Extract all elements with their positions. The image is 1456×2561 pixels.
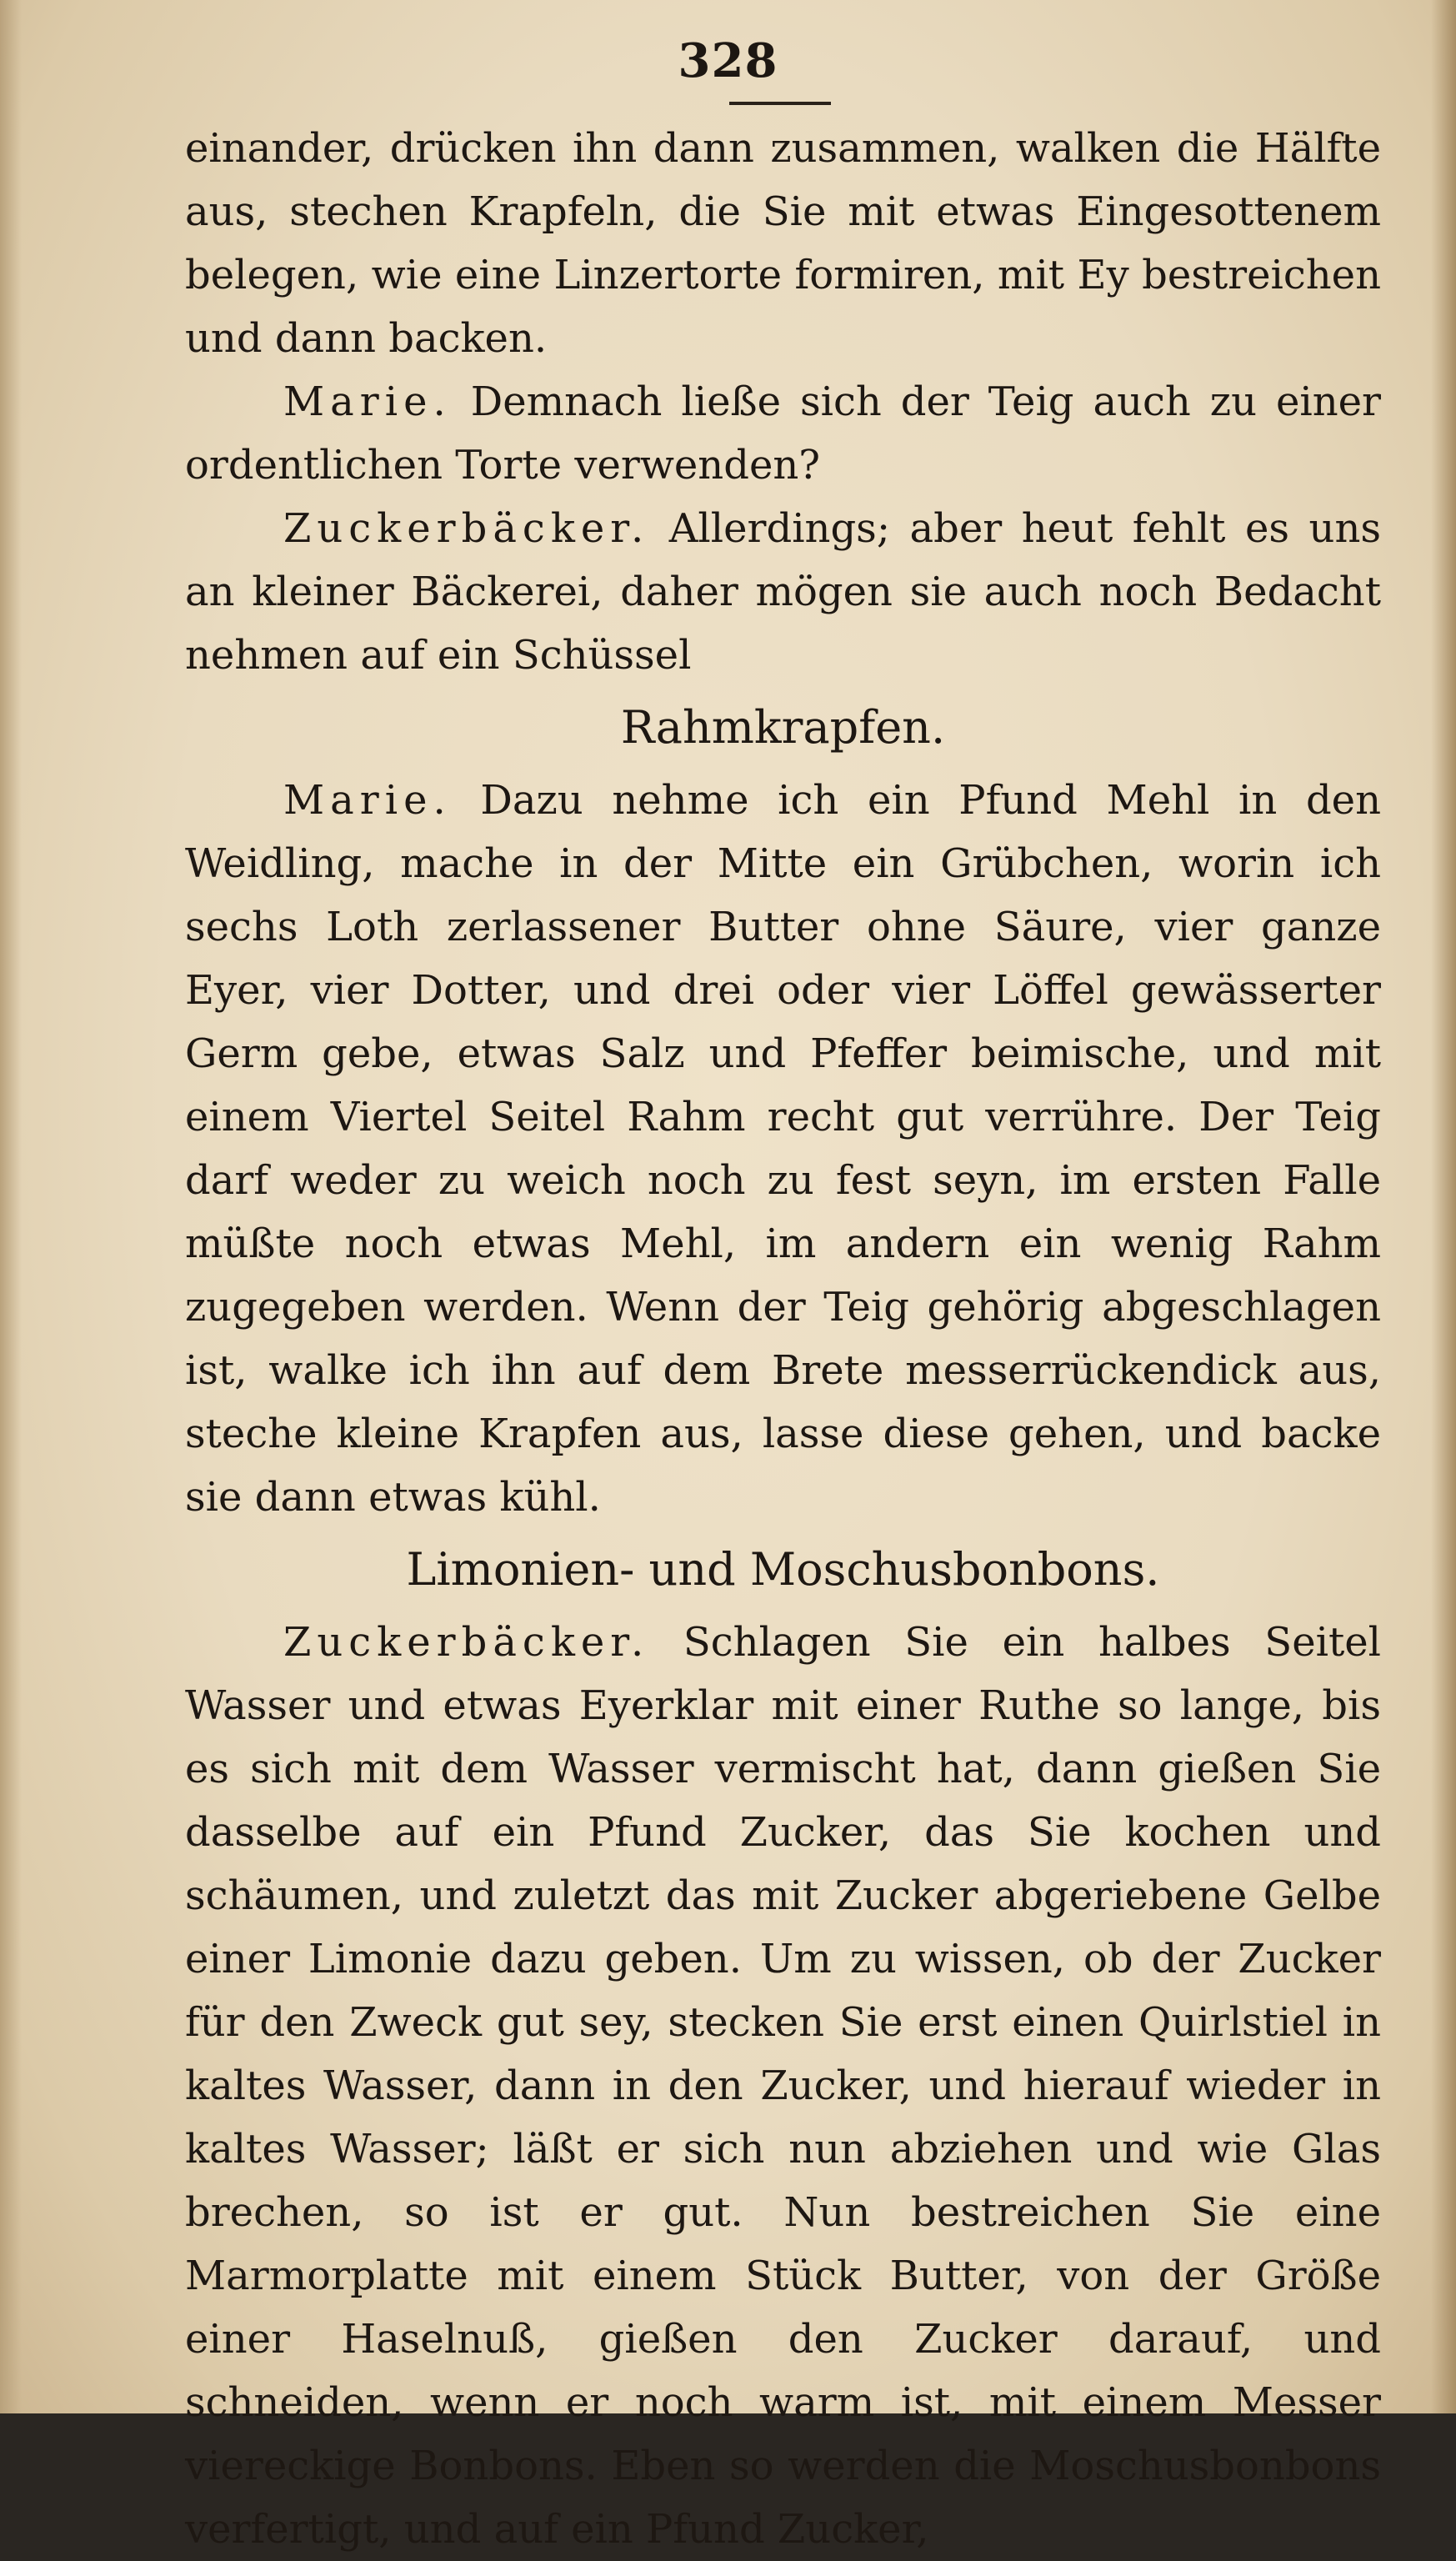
paragraph-text: Allerdings; aber heut fehlt es uns an kleiner Bäckerei, daher mögen sie auch noch Bedacht nehmen auf ein Schüssel xyxy=(185,505,1381,679)
recipe-heading: Limonien- und Moschusbonbons. xyxy=(406,1543,1160,1596)
dialogue-paragraph xyxy=(185,497,1381,687)
page-number: 328 xyxy=(678,33,778,88)
speaker-name: Marie. xyxy=(283,378,452,425)
paragraph-text: Demnach ließe sich der Teig auch zu einer ordentlichen Torte verwenden? xyxy=(185,378,1381,489)
dialogue-paragraph xyxy=(185,769,1381,1529)
paragraph-continuation xyxy=(185,117,1381,370)
speaker-name: Zuckerbäcker. xyxy=(283,1619,650,1666)
paragraph-text: einander, drücken ihn dann zusammen, walken die Hälfte aus, stechen Krapfeln, die Sie mit etwas Eingesottenem belegen, wie eine Linzertorte formiren, mit Ey bestreichen und dann backen. xyxy=(185,125,1381,362)
paragraph-text: Dazu nehme ich ein Pfund Mehl in den Weidling, mache in der Mitte ein Grübchen, worin ich sechs Loth zerlassener Butter ohne Säure, vier ganze Eyer, vier Dotter, und drei oder vier Löffel gewässerter Germ gebe, etwas Salz und Pfeffer beimische, und mit einem Viertel Seitel Rahm recht gut verrühre. Der Teig darf weder zu weich noch zu fest seyn, im ersten Falle müßte noch etwas Mehl, im andern ein wenig Rahm zugegeben werden. Wenn der Teig gehörig abgeschlagen ist, walke ich ihn auf dem Brete messerrückendick aus, steche kleine Krapfen aus, lasse diese gehen, und backe sie dann etwas kühl. xyxy=(185,777,1381,1521)
recipe-heading: Rahmkrapfen. xyxy=(620,701,946,754)
speaker-name: Zuckerbäcker. xyxy=(283,505,650,552)
header-rule xyxy=(729,102,831,105)
dialogue-paragraph xyxy=(185,370,1381,497)
dialogue-paragraph xyxy=(185,1611,1381,2561)
speaker-name: Marie. xyxy=(283,777,452,824)
paragraph-text: Schlagen Sie ein halbes Seitel Wasser und etwas Eyerklar mit einer Ruthe so lange, bis es sich mit dem Wasser vermischt hat, dann gießen Sie dasselbe auf ein Pfund Zucker, das Sie kochen und schäumen, und zuletzt das mit Zucker abgeriebene Gelbe einer Limonie dazu geben. Um zu wissen, ob der Zucker für den Zweck gut sey, stecken Sie erst einen Quirlstiel in kaltes Wasser, dann in den Zucker, und hierauf wieder in kaltes Wasser; läßt er sich nun abziehen und wie Glas brechen, so ist er gut. Nun bestreichen Sie eine Marmorplatte mit einem Stück Butter, von der Größe einer Haselnuß, gießen den Zucker darauf, und schneiden, wenn er noch warm ist, mit einem Messer viereckige Bonbons. Eben so werden die Moschusbonbons verfertigt, und auf ein Pfund Zucker, xyxy=(185,1619,1381,2553)
page-body xyxy=(185,117,1381,2561)
